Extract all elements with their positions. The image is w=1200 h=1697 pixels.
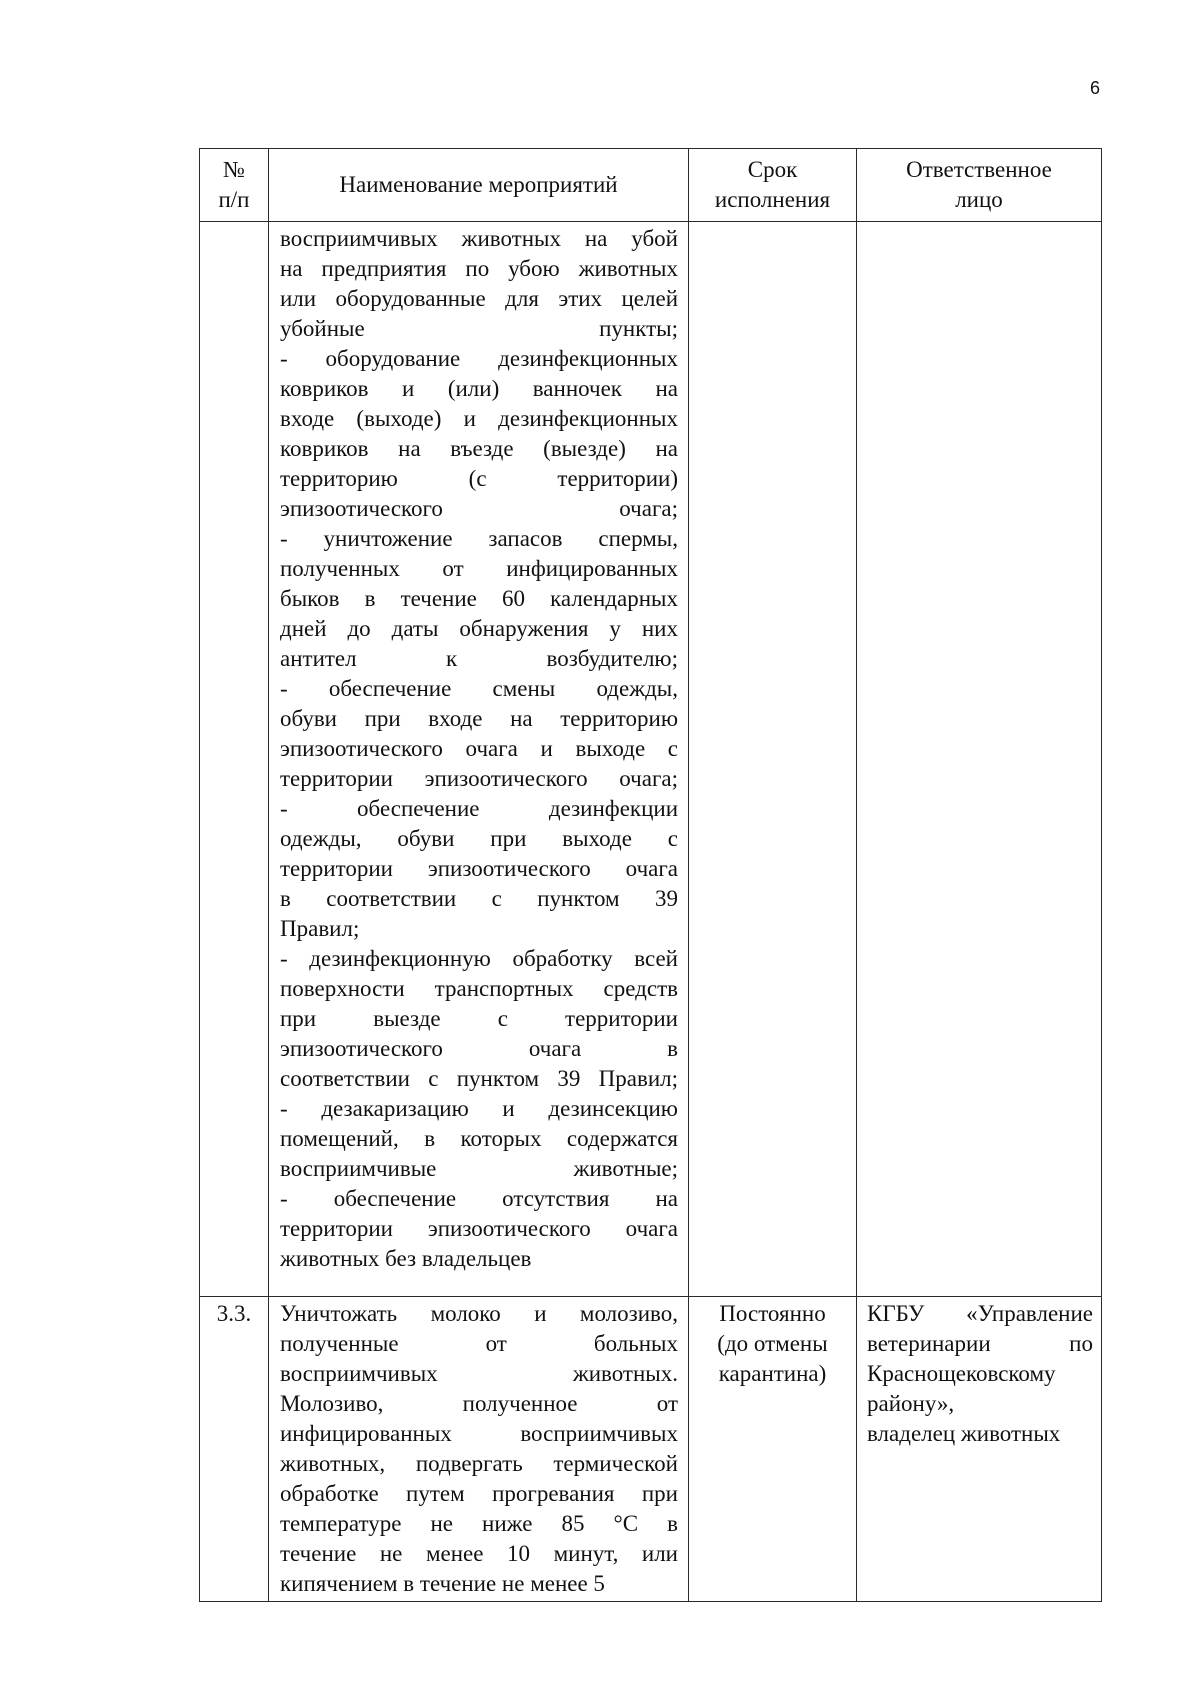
measure-line: Уничтожать молоко и молозиво, [280, 1301, 678, 1326]
measure-description-cell [269, 1297, 689, 1602]
term-line: карантина) [718, 1361, 827, 1386]
responsible-line: КГБУ «Управление [867, 1301, 1093, 1326]
measure-line: входе (выходе) и дезинфекционных [280, 406, 678, 431]
row-number-cell: 3.3. [200, 1297, 269, 1602]
page-number: 6 [1090, 78, 1101, 98]
measure-line: эпизоотического очага и выходе с [280, 736, 678, 761]
measure-line: одежды, обуви при выходе с [280, 826, 678, 851]
measure-line: территории эпизоотического очага [280, 856, 678, 881]
header-term-line: Срок [747, 157, 798, 182]
measure-line: полученные от больных [280, 1331, 678, 1356]
header-number-line: № [223, 157, 245, 182]
responsible-line: владелец животных [867, 1421, 1061, 1446]
measure-line: эпизоотического очага; [280, 496, 678, 521]
responsible-line: Краснощековскому [867, 1361, 1056, 1386]
measure-line: ковриков на въезде (выезде) на [280, 436, 678, 461]
measure-line: температуре не ниже 85 °С в [280, 1511, 678, 1536]
measure-line: территории эпизоотического очага; [280, 766, 678, 791]
measure-line: восприимчивые животные; [280, 1156, 678, 1181]
header-number-line: п/п [218, 187, 250, 212]
header-measures-name-line: Наименование мероприятий [339, 172, 618, 197]
measure-line: Правил; [280, 916, 360, 941]
header-responsible-line: лицо [955, 187, 1003, 212]
measure-line: - оборудование дезинфекционных [280, 346, 678, 371]
measure-line: восприимчивых животных. [280, 1361, 678, 1386]
header-number [200, 149, 269, 222]
measure-line: антител к возбудителю; [280, 646, 678, 671]
measure-line: - дезинфекционную обработку всей [280, 946, 678, 971]
header-term-line: исполнения [714, 187, 831, 212]
table-row [200, 222, 1102, 1297]
measure-line: ковриков и (или) ванночек на [280, 376, 678, 401]
measure-line: Молозиво, полученное от [280, 1391, 678, 1416]
measure-line: восприимчивых животных на убой [280, 226, 678, 251]
measure-description-cell [269, 222, 689, 1297]
measure-line: быков в течение 60 календарных [280, 586, 678, 611]
measure-line: в соответствии с пунктом 39 [280, 886, 678, 911]
responsible-line: ветеринарии по [867, 1331, 1093, 1356]
measure-line: - обеспечение смены одежды, [280, 676, 678, 701]
header-responsible [857, 149, 1102, 222]
responsible-cell [857, 1297, 1102, 1602]
table-header-row [200, 149, 1102, 222]
measure-line: - дезакаризацию и дезинсекцию [280, 1096, 678, 1121]
measure-line: полученных от инфицированных [280, 556, 678, 581]
header-term [689, 149, 857, 222]
measure-line: - уничтожение запасов спермы, [280, 526, 678, 551]
row-number-cell [200, 222, 269, 1297]
measure-line: - обеспечение отсутствия на [280, 1186, 678, 1211]
measure-line: территорию (с территории) [280, 466, 678, 491]
measure-line: поверхности транспортных средств [280, 976, 678, 1001]
measure-line: животных без владельцев [280, 1246, 532, 1271]
measure-line: при выезде с территории [280, 1006, 678, 1031]
measure-line: обуви при входе на территорию [280, 706, 678, 731]
measure-line: на предприятия по убою животных [280, 256, 678, 281]
header-measures-name [269, 149, 689, 222]
measure-line: дней до даты обнаружения у них [280, 616, 678, 641]
responsible-line: району», [867, 1391, 955, 1416]
header-responsible-line: Ответственное [906, 157, 1052, 182]
measure-line: или оборудованные для этих целей [280, 286, 678, 311]
measure-line: обработке путем прогревания при [280, 1481, 678, 1506]
measures-table [199, 148, 1102, 1602]
measure-line: кипячением в течение не менее 5 [280, 1571, 605, 1596]
term-line: (до отмены [717, 1331, 828, 1356]
measure-line: - обеспечение дезинфекции [280, 796, 678, 821]
measure-line: территории эпизоотического очага [280, 1216, 678, 1241]
measure-line: эпизоотического очага в [280, 1036, 678, 1061]
measure-line: помещений, в которых содержатся [280, 1126, 678, 1151]
measure-line: инфицированных восприимчивых [280, 1421, 678, 1446]
responsible-cell [857, 222, 1102, 1297]
term-cell [689, 222, 857, 1297]
measure-line: течение не менее 10 минут, или [280, 1541, 678, 1566]
term-line: Постоянно [719, 1301, 826, 1326]
measure-line: соответствии с пунктом 39 Правил; [280, 1066, 678, 1091]
table-row [200, 1297, 1102, 1602]
term-cell [689, 1297, 857, 1602]
measure-line: убойные пункты; [280, 316, 678, 341]
measure-line: животных, подвергать термической [280, 1451, 678, 1476]
